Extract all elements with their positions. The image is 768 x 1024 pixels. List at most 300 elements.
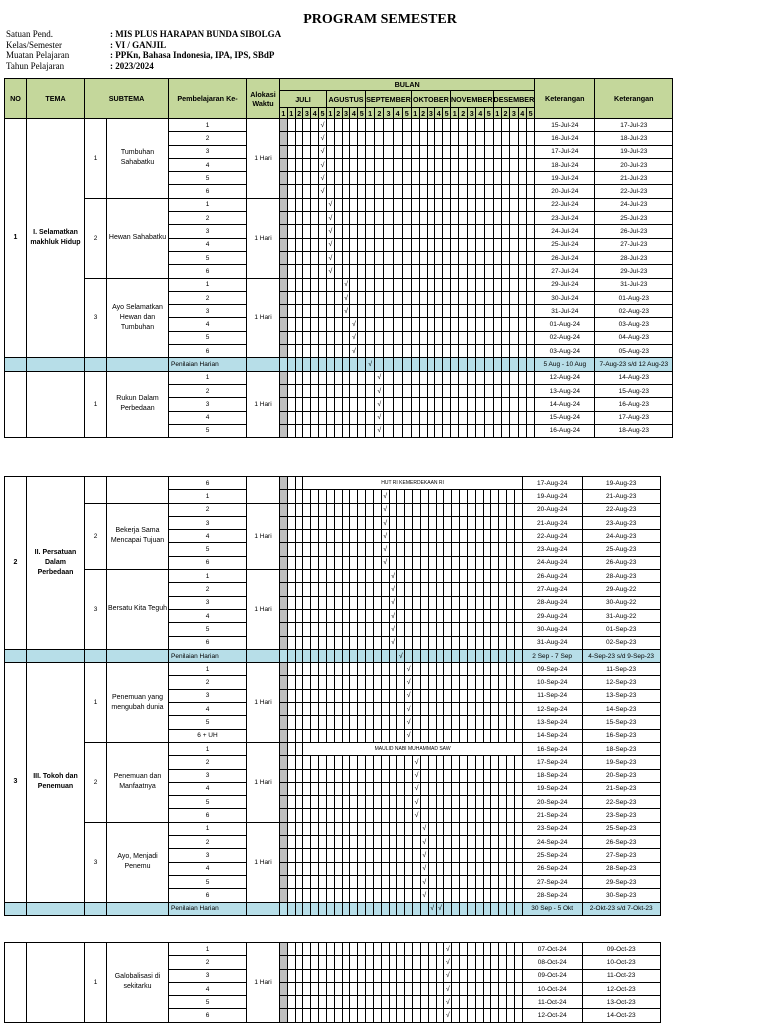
week-cell	[334, 172, 342, 185]
week-cell	[311, 238, 319, 251]
week-cell	[334, 609, 342, 622]
tema-name: II. Persatuan Dalam Perbedaan	[27, 477, 85, 650]
week-cell	[334, 996, 342, 1009]
week-cell	[350, 516, 358, 529]
week-cell	[358, 371, 366, 384]
week-cell	[358, 796, 366, 809]
week-cell	[350, 345, 358, 358]
week-cell	[402, 398, 411, 411]
week-cell	[287, 516, 295, 529]
week-cell	[507, 836, 515, 849]
week-cell	[526, 318, 534, 331]
week-cell	[358, 556, 366, 569]
week-cell	[342, 570, 350, 583]
week-cell	[499, 716, 507, 729]
week-cell	[342, 384, 350, 397]
week-cell	[319, 689, 327, 702]
week-cell	[334, 265, 342, 278]
week-cell	[287, 889, 295, 902]
week-cell	[334, 251, 342, 264]
week-cell	[514, 809, 522, 822]
week-cell	[319, 345, 327, 358]
week-cell	[510, 185, 518, 198]
week-cell	[476, 251, 485, 264]
week-cell	[475, 556, 483, 569]
week-cell	[303, 836, 311, 849]
keterangan-date-1: 12-Sep-24	[522, 703, 582, 716]
week-cell	[373, 623, 381, 636]
week-cell	[514, 530, 522, 543]
week-cell	[402, 145, 411, 158]
week-cell	[311, 345, 319, 358]
week-cell	[326, 371, 334, 384]
gray-column	[280, 609, 288, 622]
week-cell	[413, 543, 421, 556]
week-cell	[342, 982, 350, 995]
week-cell	[493, 198, 501, 211]
week-cell	[510, 345, 518, 358]
lesson-number: 4	[169, 530, 247, 543]
week-cell	[413, 836, 421, 849]
week-cell	[435, 291, 443, 304]
week-cell	[402, 291, 411, 304]
week-cell	[295, 782, 303, 795]
keterangan-date-2: 12-Sep-23	[582, 676, 660, 689]
check-mark: √	[320, 148, 325, 156]
keterangan-date-1: 03-Aug-24	[535, 345, 595, 358]
week-cell	[476, 198, 485, 211]
week-cell	[443, 251, 451, 264]
week-cell	[411, 238, 419, 251]
week-cell	[389, 982, 397, 995]
week-cell	[384, 398, 393, 411]
week-cell	[350, 649, 358, 662]
week-cell	[450, 345, 459, 358]
week-cell	[491, 996, 499, 1009]
month-september: SEPTEMBER	[366, 91, 412, 108]
empty-cell	[107, 649, 169, 662]
week-cell	[287, 212, 295, 225]
week-cell	[287, 158, 295, 171]
gray-column	[280, 212, 288, 225]
week-cell	[444, 809, 452, 822]
week-cell	[373, 1009, 381, 1022]
week-cell	[334, 411, 342, 424]
week-cell	[499, 570, 507, 583]
week-cell	[366, 849, 374, 862]
week-cell	[444, 982, 452, 995]
week-cell	[381, 596, 389, 609]
week-cell	[499, 902, 507, 915]
keterangan-date-2: 30-Sep-23	[582, 889, 660, 902]
week-cell	[420, 956, 428, 969]
week-cell	[295, 862, 303, 875]
week-cell	[483, 716, 491, 729]
week-cell	[350, 145, 358, 158]
week-cell	[295, 516, 303, 529]
week-cell	[484, 185, 493, 198]
week-cell	[460, 729, 468, 742]
week-cell	[475, 796, 483, 809]
week-cell	[483, 943, 491, 956]
gray-column	[280, 265, 288, 278]
week-cell	[499, 956, 507, 969]
gray-column	[280, 703, 288, 716]
week-cell	[501, 172, 509, 185]
week-cell	[303, 570, 311, 583]
week-cell	[303, 862, 311, 875]
week-cell	[405, 836, 413, 849]
week-cell	[436, 490, 444, 503]
week-cell	[384, 411, 393, 424]
week-cell	[459, 145, 468, 158]
week-cell	[499, 689, 507, 702]
week-cell	[358, 291, 366, 304]
allocation-cell: 1 Hari	[247, 119, 280, 199]
week-cell	[375, 278, 384, 291]
week-cell	[295, 411, 303, 424]
week-cell	[342, 251, 350, 264]
week-cell	[384, 305, 393, 318]
week-cell	[350, 609, 358, 622]
gray-column	[280, 132, 288, 145]
week-cell	[287, 265, 295, 278]
week-cell	[427, 172, 435, 185]
week-cell	[350, 636, 358, 649]
week-cell	[397, 570, 405, 583]
week-cell	[518, 424, 526, 437]
week-cell	[397, 836, 405, 849]
week-cell	[444, 769, 452, 782]
week-cell	[397, 849, 405, 862]
week-cell	[499, 530, 507, 543]
week-cell	[436, 756, 444, 769]
week-cell	[507, 875, 515, 888]
week-cell	[366, 265, 375, 278]
lesson-number: 6	[169, 556, 247, 569]
week-cell	[319, 172, 327, 185]
gray-column	[280, 676, 288, 689]
week-cell	[287, 145, 295, 158]
week-cell	[384, 345, 393, 358]
week-cell	[389, 889, 397, 902]
keterangan-date-2: 03-Aug-23	[595, 318, 673, 331]
week-cell	[326, 158, 334, 171]
keterangan-date-2: 18-Sep-23	[582, 742, 660, 755]
week-cell	[507, 636, 515, 649]
week-cell	[319, 132, 327, 145]
week-cell	[435, 345, 443, 358]
week-cell	[419, 119, 427, 132]
week-cell	[420, 943, 428, 956]
week-cell	[475, 490, 483, 503]
keterangan-date-2: 7-Aug-23 s/d 12 Aug-23	[595, 358, 673, 371]
lesson-number: 4	[169, 982, 247, 995]
week-cell	[295, 543, 303, 556]
week-cell	[514, 956, 522, 969]
week-cell	[295, 796, 303, 809]
week-cell	[326, 265, 334, 278]
week-cell	[397, 943, 405, 956]
week-cell	[467, 809, 475, 822]
week-cell	[501, 358, 509, 371]
week-cell	[287, 384, 295, 397]
week-cell	[436, 862, 444, 875]
week-cell	[402, 411, 411, 424]
keterangan-date-1: 23-Sep-24	[522, 822, 582, 835]
week-cell	[326, 956, 334, 969]
week-cell	[405, 889, 413, 902]
week-cell	[319, 796, 327, 809]
week-cell	[436, 596, 444, 609]
week-cell	[435, 145, 443, 158]
week-cell	[467, 556, 475, 569]
week-cell	[381, 796, 389, 809]
week-cell	[311, 185, 319, 198]
keterangan-date-2: 27-Sep-23	[582, 849, 660, 862]
week-cell	[452, 996, 460, 1009]
week-cell	[381, 729, 389, 742]
week-cell	[436, 769, 444, 782]
week-cell	[491, 570, 499, 583]
week-cell	[319, 503, 327, 516]
week-cell	[366, 982, 374, 995]
check-mark: √	[383, 532, 388, 540]
week-cell	[303, 132, 311, 145]
week-cell	[389, 822, 397, 835]
week-cell	[491, 530, 499, 543]
week-cell	[326, 119, 334, 132]
week-cell	[427, 424, 435, 437]
week-cell	[326, 278, 334, 291]
week-cell	[483, 889, 491, 902]
lesson-number: 5	[169, 251, 247, 264]
week-cell	[476, 172, 485, 185]
check-mark: √	[320, 161, 325, 169]
week-cell	[526, 225, 534, 238]
week-cell	[428, 836, 436, 849]
week-cell	[475, 663, 483, 676]
week-cell	[518, 398, 526, 411]
week-cell	[397, 649, 405, 662]
week-cell	[389, 609, 397, 622]
week-cell	[381, 676, 389, 689]
week-cell	[428, 982, 436, 995]
week-cell	[483, 822, 491, 835]
week-cell	[428, 902, 436, 915]
lesson-number: 2	[169, 132, 247, 145]
week-cell	[459, 371, 468, 384]
week-cell	[436, 849, 444, 862]
check-mark: √	[445, 1012, 450, 1020]
week-cell	[507, 596, 515, 609]
week-cell	[419, 291, 427, 304]
week-cell	[450, 212, 459, 225]
week-cell	[419, 238, 427, 251]
lesson-number: 6	[169, 345, 247, 358]
week-cell	[467, 902, 475, 915]
week-cell	[507, 822, 515, 835]
week-cell	[514, 609, 522, 622]
keterangan-date-2: 22-Jul-23	[595, 185, 673, 198]
week-cell	[319, 570, 327, 583]
week-cell	[295, 251, 303, 264]
week-cell	[397, 862, 405, 875]
keterangan-date-1: 02-Aug-24	[535, 331, 595, 344]
week-cell	[510, 158, 518, 171]
week-cell	[499, 676, 507, 689]
week-cell	[303, 331, 311, 344]
week-cell	[303, 902, 311, 915]
week-cell	[413, 1009, 421, 1022]
week-cell	[373, 583, 381, 596]
week-cell	[326, 769, 334, 782]
week-cell	[311, 596, 319, 609]
week-cell	[452, 503, 460, 516]
gray-column	[280, 398, 288, 411]
week-cell	[303, 119, 311, 132]
keterangan-date-1: 27-Aug-24	[522, 583, 582, 596]
week-cell	[420, 1009, 428, 1022]
week-cell	[303, 265, 311, 278]
week-cell	[287, 716, 295, 729]
week-cell	[484, 278, 493, 291]
week-cell	[514, 729, 522, 742]
week-cell	[460, 902, 468, 915]
week-cell	[334, 358, 342, 371]
week-cell	[311, 649, 319, 662]
week-cell	[413, 862, 421, 875]
week-cell	[375, 398, 384, 411]
week-cell	[499, 729, 507, 742]
week-cell	[510, 238, 518, 251]
week-cell	[334, 384, 342, 397]
week-cell	[518, 145, 526, 158]
week-cell	[319, 212, 327, 225]
subtema-number: 1	[85, 119, 107, 199]
week-cell	[467, 424, 476, 437]
week-cell	[358, 596, 366, 609]
week-cell	[491, 716, 499, 729]
week-cell	[311, 836, 319, 849]
keterangan-date-2: 13-Oct-23	[582, 996, 660, 1009]
week-cell	[526, 185, 534, 198]
week-cell	[475, 676, 483, 689]
week-cell	[342, 132, 350, 145]
week-cell	[389, 490, 397, 503]
week-cell	[319, 251, 327, 264]
week-cell	[366, 225, 375, 238]
week-cell	[514, 796, 522, 809]
week-cell	[311, 212, 319, 225]
week-cell	[342, 556, 350, 569]
lesson-number: 1	[169, 371, 247, 384]
week-cell	[295, 132, 303, 145]
allocation-cell: 1 Hari	[247, 371, 280, 437]
week-cell	[460, 1009, 468, 1022]
week-cell	[420, 676, 428, 689]
week-cell	[326, 809, 334, 822]
keterangan-date-2: 23-Sep-23	[582, 809, 660, 822]
week-cell	[358, 305, 366, 318]
week-cell	[526, 424, 534, 437]
week-cell	[459, 185, 468, 198]
week-cell	[358, 969, 366, 982]
week-cell	[350, 729, 358, 742]
week-cell	[334, 836, 342, 849]
week-cell	[295, 238, 303, 251]
week-cell	[303, 424, 311, 437]
week-cell	[413, 596, 421, 609]
week-cell	[443, 212, 451, 225]
week-cell	[501, 305, 509, 318]
subtema-name: Bekerja Sama Mencapai Tujuan	[107, 503, 169, 569]
week-cell	[452, 956, 460, 969]
week-cell	[373, 570, 381, 583]
week-cell	[342, 689, 350, 702]
week-cell	[467, 516, 475, 529]
week-cell	[450, 278, 459, 291]
keterangan-date-2: 29-Sep-23	[582, 875, 660, 888]
week-cell	[475, 969, 483, 982]
week-cell	[373, 609, 381, 622]
week-cell	[287, 398, 295, 411]
week-cell	[389, 769, 397, 782]
empty-cell	[5, 902, 27, 915]
subtema-number	[85, 477, 107, 504]
allocation-cell	[247, 358, 280, 371]
week-cell	[435, 331, 443, 344]
week-cell	[319, 145, 327, 158]
keterangan-date-2: 22-Sep-23	[582, 796, 660, 809]
week-cell	[514, 822, 522, 835]
week-cell	[493, 345, 501, 358]
week-cell	[358, 185, 366, 198]
week-cell	[326, 663, 334, 676]
week-cell	[342, 943, 350, 956]
week-cell	[334, 969, 342, 982]
week-cell	[381, 849, 389, 862]
lesson-number: 5	[169, 716, 247, 729]
week-cell	[295, 663, 303, 676]
check-mark: √	[328, 228, 333, 236]
week-cell	[319, 943, 327, 956]
lesson-number: 3	[169, 516, 247, 529]
check-mark: √	[406, 679, 411, 687]
week-cell	[518, 331, 526, 344]
gray-column	[280, 490, 288, 503]
week-cell	[459, 265, 468, 278]
week-cell	[467, 769, 475, 782]
header-tema: TEMA	[27, 79, 85, 119]
week-cell	[303, 345, 311, 358]
week-cell	[319, 875, 327, 888]
week-cell	[393, 251, 402, 264]
check-mark: √	[328, 241, 333, 249]
week-cell	[436, 583, 444, 596]
week-cell	[350, 849, 358, 862]
week-cell	[428, 636, 436, 649]
week-cell	[413, 663, 421, 676]
week-cell	[444, 902, 452, 915]
info-value: : 2023/2024	[110, 60, 154, 71]
week-cell	[342, 345, 350, 358]
month-juli: JULI	[280, 91, 327, 108]
keterangan-date-2: 16-Aug-23	[595, 398, 673, 411]
keterangan-date-2: 31-Jul-23	[595, 278, 673, 291]
week-cell	[501, 291, 509, 304]
week-cell	[334, 875, 342, 888]
